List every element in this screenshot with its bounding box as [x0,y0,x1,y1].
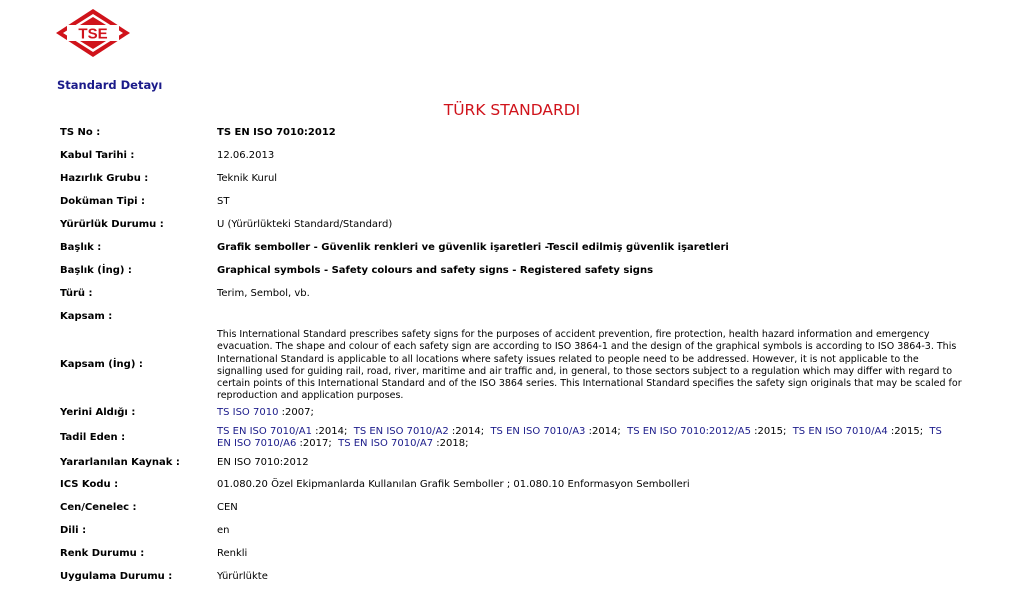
ts-no-label: TS No : [60,127,101,138]
yerini-link[interactable]: TS ISO 7010 [217,407,279,418]
turu-value: Terim, Sembol, vb. [217,288,310,299]
kabul-label: Kabul Tarihi : [60,150,135,161]
yerini-suffix: :2007; [281,407,314,418]
tadil-link-a4[interactable]: TS EN ISO 7010/A4 [792,426,888,437]
turu-label: Türü : [60,288,93,299]
tadil-link-a1[interactable]: TS EN ISO 7010/A1 [217,426,312,437]
kapsam-ing-value: This International Standard prescribes safety signs for the purposes of accident prevention, fire protection, health hazard information and emergency evacuation. The shape and colour of each safety sign are according to ISO 3864-1 and the design of the graphical symbols is according to ISO 3864-3. This International Standard is applicable to all locations where safety issues related to people need to be addressed. However, it is not applicable to the signalling used for guiding rail, road, river, maritime and air traffic and, in general, to those sectors subject to a regulation which may differ with regard to certain points of this International Standard and of the ISO 3864 series. This International Standard specifies the safety sign originals that may be scaled for reproduction and application purposes. [217,329,962,402]
hazirlik-label: Hazırlık Grubu : [60,173,149,184]
tadil-link-a3[interactable]: TS EN ISO 7010/A3 [490,426,586,437]
kapsam-label: Kapsam : [60,311,113,322]
yerini-label: Yerini Aldığı : [60,407,136,418]
baslik-ing-label: Başlık (İng) : [60,265,132,276]
kapsam-ing-label: Kapsam (İng) : [60,359,143,370]
yerini-value [217,407,977,419]
cen-label: Cen/Cenelec : [60,502,137,513]
tadil-suffix: :2014; [451,426,485,437]
tadil-suffix: :2014; [588,426,621,437]
ts-no-value: TS EN ISO 7010:2012 [217,127,336,138]
tadil-suffix: :2015; [754,426,787,437]
uygulama-value: Yürürlükte [217,571,268,582]
tadil-link-a6[interactable]: TS EN ISO 7010/A6 [217,426,942,450]
dokuman-value: ST [217,196,230,207]
tadil-suffix: :2015; [890,426,924,437]
yururluk-label: Yürürlük Durumu : [60,219,164,230]
tadil-suffix: :2018; [436,438,469,450]
section-title: Standard Detayı [57,78,163,92]
hazirlik-value: Teknik Kurul [217,173,278,184]
baslik-ing-value: Graphical symbols - Safety colours and safety signs - Registered safety signs [217,265,654,276]
tadil-link-a7[interactable]: TS EN ISO 7010/A7 [338,438,434,450]
logo-text: TSE [78,25,108,43]
renk-label: Renk Durumu : [60,548,145,559]
dokuman-label: Doküman Tipi : [60,196,146,207]
yururluk-value: U (Yürürlükteki Standard/Standard) [217,219,393,230]
ics-label: ICS Kodu : [60,479,119,490]
baslik-value: Grafik semboller - Güvenlik renkleri ve güvenlik işaretleri -Tescil edilmiş güvenlik işaretleri [217,242,729,253]
tadil-link-a5[interactable]: TS EN ISO 7010:2012/A5 [627,426,751,437]
renk-value: Renkli [217,548,248,559]
yararlanilan-value: EN ISO 7010:2012 [217,457,309,468]
baslik-label: Başlık : [60,242,102,253]
tadil-suffix: :2017; [299,438,332,450]
uygulama-label: Uygulama Durumu : [60,571,173,582]
yararlanilan-label: Yararlanılan Kaynak : [60,457,180,468]
tadil-link-a2[interactable]: TS EN ISO 7010/A2 [353,426,449,437]
cen-value: CEN [217,502,238,513]
dili-value: en [217,525,230,536]
tse-logo [54,8,132,58]
dili-label: Dili : [60,525,87,536]
kabul-value: 12.06.2013 [217,150,275,161]
ics-value: 01.080.20 Özel Ekipmanlarda Kullanılan Grafik Semboller ; 01.080.10 Enformasyon Sembolleri [217,479,690,490]
main-title: TÜRK STANDARDI [443,101,581,119]
tadil-label: Tadil Eden : [60,432,126,443]
tadil-suffix: :2014; [315,426,348,437]
tadil-value [217,426,947,451]
